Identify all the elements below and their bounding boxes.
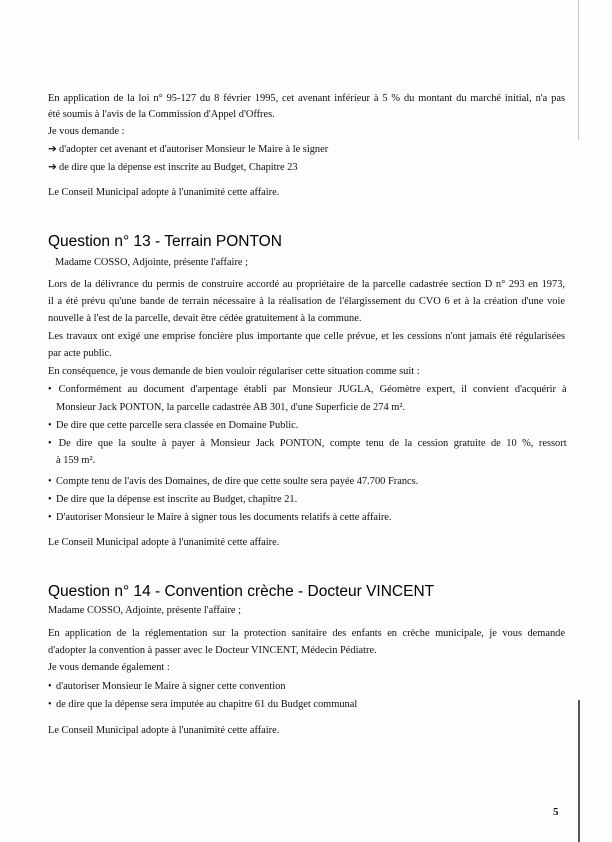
q13-vote: Le Conseil Municipal adopte à l'unanimité cette affaire. — [48, 537, 280, 548]
list-item — [48, 680, 286, 693]
q14-presenter: Madame COSSO, Adjointe, présente l'affaire ; — [48, 605, 241, 616]
intro-item-2-text: de dire que la dépense est inscrite au Budget, Chapitre 23 — [59, 162, 298, 173]
bullet-icon: • — [48, 512, 52, 523]
bullet-icon: • — [48, 438, 52, 449]
list-item — [48, 475, 418, 488]
bullet-icon: • — [48, 494, 52, 505]
q13-paragraph1-line3: nouvelle à l'est de la parcelle, devait être cédée gratuitement à la commune. — [48, 313, 362, 324]
q13-bullet5: De dire que la dépense est inscrite au Budget, chapitre 21. — [56, 494, 298, 505]
list-item — [48, 698, 357, 711]
q14-bullet2: de dire que la dépense sera imputée au chapitre 61 du Budget communal — [56, 699, 358, 710]
intro-item-1-text: d'adopter cet avenant et d'autoriser Monsieur le Maire à le signer — [59, 144, 329, 155]
q13-bullet3-line2: à 159 m². — [56, 455, 96, 466]
list-item — [48, 419, 298, 432]
q13-paragraph1-line1: Lors de la délivrance du permis de construire accordé au propriétaire de la parcelle cadastrée section D n° 293 en 1973, — [48, 279, 565, 290]
bullet-icon: • — [48, 384, 52, 395]
scan-edge-top — [578, 0, 579, 140]
list-item — [48, 383, 567, 396]
q14-vote: Le Conseil Municipal adopte à l'unanimité cette affaire. — [48, 725, 280, 736]
q13-bullet4: Compte tenu de l'avis des Domaines, de dire que cette soulte sera payée 47.700 Francs. — [56, 476, 419, 487]
intro-item-1 — [48, 143, 328, 156]
q13-title: Question n° 13 - Terrain PONTON — [48, 233, 282, 250]
bullet-icon: • — [48, 681, 52, 692]
arrow-icon: ➔ — [48, 162, 57, 173]
q14-bullet1: d'autoriser Monsieur le Maire à signer cette convention — [56, 681, 286, 692]
q14-title: Question n° 14 - Convention crèche - Docteur VINCENT — [48, 583, 435, 600]
q13-bullet1-line2: Monsieur Jack PONTON, la parcelle cadastrée AB 301, d'une Superficie de 274 m². — [56, 402, 406, 413]
list-item — [48, 493, 297, 506]
q13-bullet2: De dire que cette parcelle sera classée en Domaine Public. — [56, 420, 299, 431]
arrow-icon: ➔ — [48, 144, 57, 155]
q14-paragraph1-line1: En application de la réglementation sur la protection sanitaire des enfants en crèche municipale, je vous demande — [48, 628, 565, 639]
q14-request: Je vous demande également : — [48, 662, 170, 673]
list-item — [48, 437, 567, 450]
q13-bullet1-line1: Conformément au document d'arpentage établi par Monsieur JUGLA, Géomètre expert, il convient d'acquérir à — [58, 384, 567, 395]
intro-item-2 — [48, 161, 298, 174]
q13-presenter: Madame COSSO, Adjointe, présente l'affaire ; — [55, 257, 248, 268]
bullet-icon: • — [48, 699, 52, 710]
q13-paragraph1-line2: il a été prévu qu'une bande de terrain nécessaire à la réalisation de l'élargissement du CVO 6 et à la création d'une voie — [48, 296, 565, 307]
q14-paragraph1-line2: d'adopter la convention à passer avec le Docteur VINCENT, Médecin Pédiatre. — [48, 645, 377, 656]
scan-edge-bottom — [578, 700, 580, 842]
q13-bullet3-line1: De dire que la soulte à payer à Monsieur Jack PONTON, compte tenu de la cession gratuite de 10 %, ressort — [58, 438, 567, 449]
intro-paragraph-line2: été soumis à l'avis de la Commission d'Appel d'Offres. — [48, 109, 275, 120]
q13-paragraph2-line1: Les travaux ont exigé une emprise foncière plus importante que celle prévue, et les cessions n'ont jamais été régularisées — [48, 331, 565, 342]
bullet-icon: • — [48, 420, 52, 431]
page-number: 5 — [553, 806, 559, 818]
q13-bullet6: D'autoriser Monsieur le Maire à signer tous les documents relatifs à cette affaire. — [56, 512, 392, 523]
intro-vote: Le Conseil Municipal adopte à l'unanimité cette affaire. — [48, 187, 280, 198]
intro-paragraph-line1: En application de la loi n° 95-127 du 8 février 1995, cet avenant inférieur à 5 % du montant du marché initial, n'a pas — [48, 93, 565, 104]
bullet-icon: • — [48, 476, 52, 487]
q13-paragraph2-line2: par acte public. — [48, 348, 112, 359]
intro-request: Je vous demande : — [48, 126, 125, 137]
list-item — [48, 511, 392, 524]
q13-paragraph3: En conséquence, je vous demande de bien vouloir régulariser cette situation comme suit : — [48, 366, 420, 377]
